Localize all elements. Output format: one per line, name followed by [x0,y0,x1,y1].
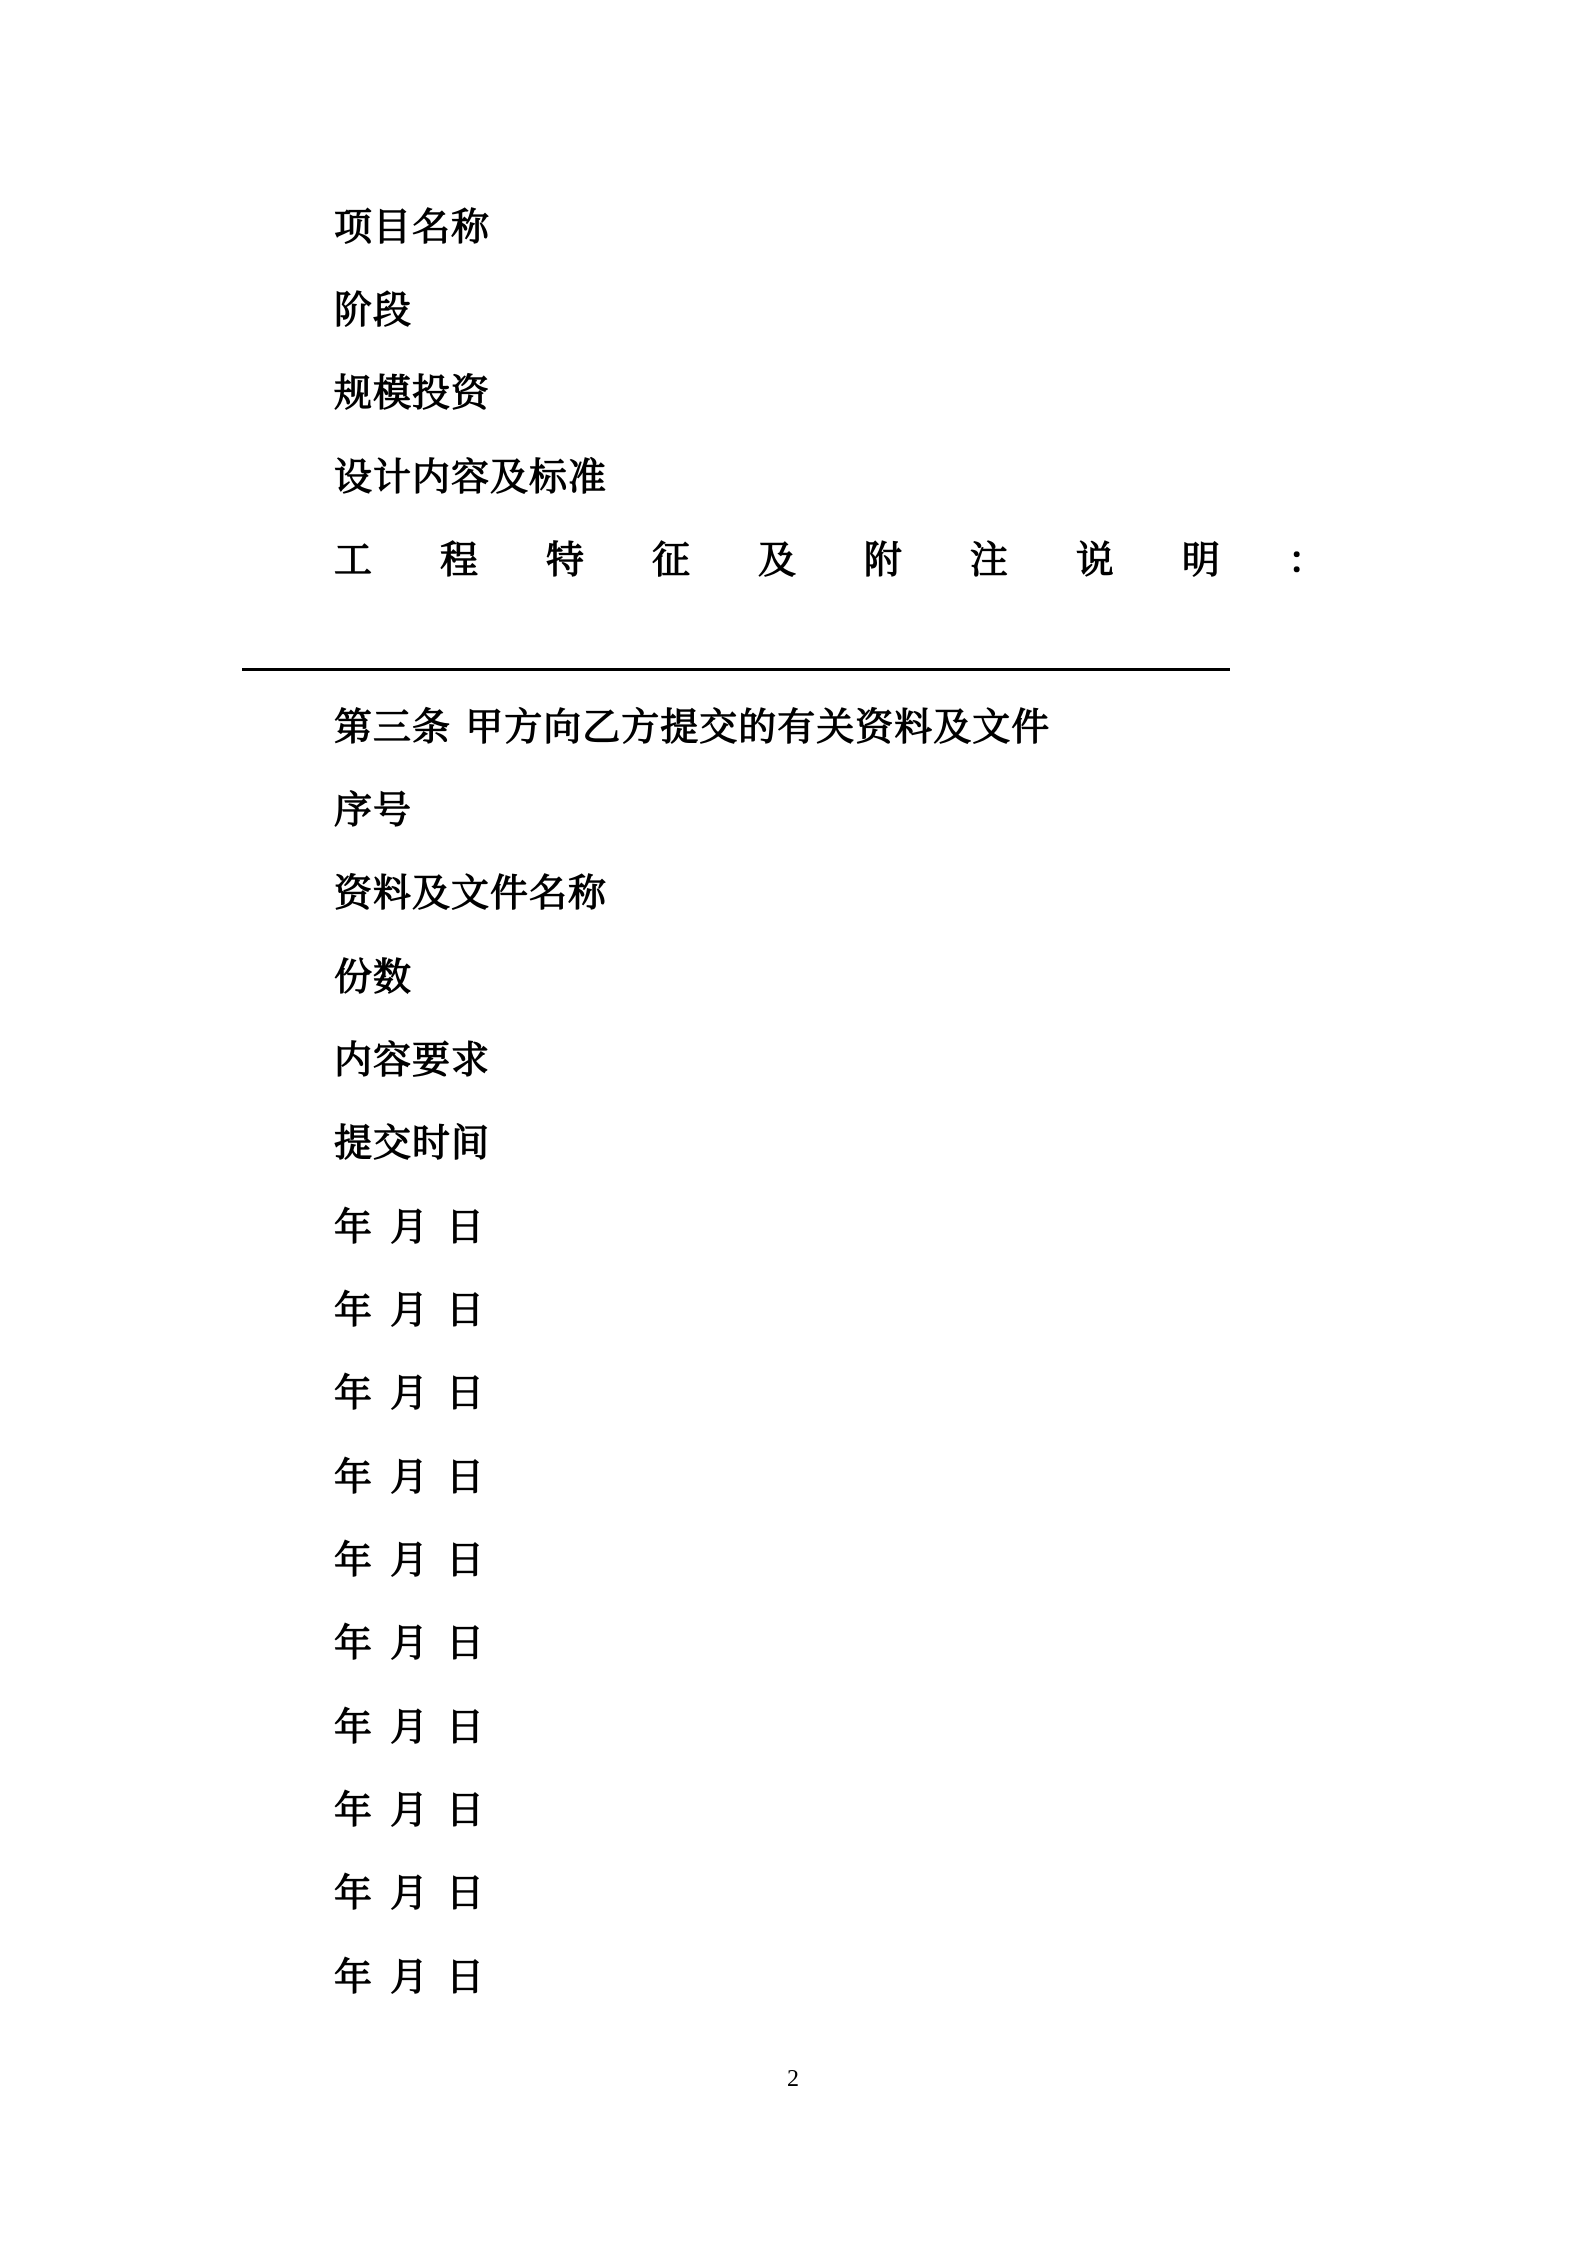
spread-char: 附 [863,538,902,582]
spread-char: 及 [757,538,796,582]
field-project-name: 项目名称 [334,205,491,249]
spread-char: ： [1287,538,1326,582]
field-scale-investment: 规模投资 [334,371,491,415]
field-design-content: 设计内容及标准 [334,455,608,499]
date-month: 月 [390,1455,429,1499]
spread-char: 注 [969,538,1008,582]
date-month: 月 [390,1205,429,1249]
date-year: 年 [334,1455,373,1499]
date-month: 月 [390,1955,429,1999]
date-day: 日 [446,1705,485,1749]
date-year: 年 [334,1288,373,1332]
field-content-requirements: 内容要求 [334,1038,491,1082]
date-row [334,1621,484,1665]
spread-char: 程 [439,538,478,582]
date-month: 月 [390,1538,429,1582]
date-row [334,1705,484,1749]
date-day: 日 [446,1205,485,1249]
date-year: 年 [334,1621,373,1665]
date-row [334,1288,484,1332]
date-day: 日 [446,1371,485,1415]
field-engineering-features [334,538,1326,582]
date-year: 年 [334,1205,373,1249]
page-number: 2 [787,2066,799,2092]
spread-char: 明 [1181,538,1220,582]
field-submission-time: 提交时间 [334,1121,491,1165]
date-day: 日 [446,1955,485,1999]
spread-char: 征 [651,538,690,582]
date-month: 月 [390,1705,429,1749]
date-row [334,1205,484,1249]
field-stage: 阶段 [334,288,413,332]
date-month: 月 [390,1288,429,1332]
field-document-name: 资料及文件名称 [334,871,608,915]
article-three-heading: 第三条 甲方向乙方提交的有关资料及文件 [334,705,1051,749]
date-month: 月 [390,1371,429,1415]
date-year: 年 [334,1538,373,1582]
field-copies: 份数 [334,955,413,999]
date-row [334,1538,484,1582]
date-year: 年 [334,1705,373,1749]
date-year: 年 [334,1871,373,1915]
date-year: 年 [334,1955,373,1999]
spread-char: 工 [334,538,373,582]
date-year: 年 [334,1371,373,1415]
date-row [334,1371,484,1415]
date-day: 日 [446,1871,485,1915]
underline-rule [242,668,1230,671]
date-day: 日 [446,1288,485,1332]
date-row [334,1955,484,1999]
date-month: 月 [390,1621,429,1665]
spread-char: 说 [1075,538,1114,582]
date-day: 日 [446,1788,485,1832]
field-serial-number: 序号 [334,788,413,832]
date-day: 日 [446,1538,485,1582]
date-day: 日 [446,1455,485,1499]
date-month: 月 [390,1871,429,1915]
date-day: 日 [446,1621,485,1665]
date-year: 年 [334,1788,373,1832]
date-row [334,1455,484,1499]
spread-char: 特 [545,538,584,582]
date-row [334,1788,484,1832]
date-row [334,1871,484,1915]
date-month: 月 [390,1788,429,1832]
